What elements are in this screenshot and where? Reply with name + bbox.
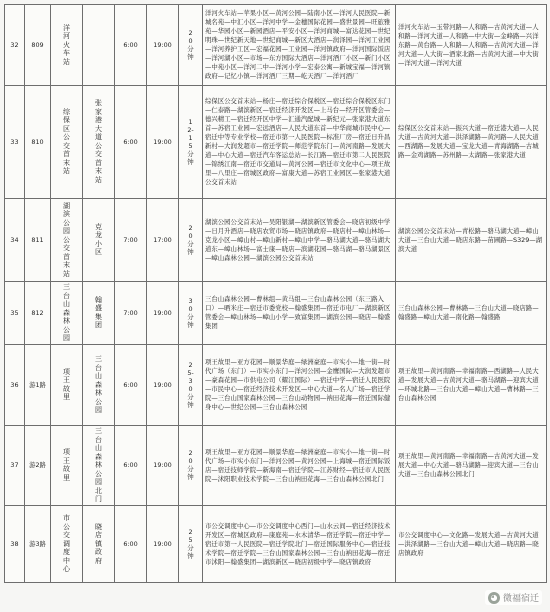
route-number-cell: 810: [25, 86, 51, 199]
route-number-cell: 809: [25, 5, 51, 86]
roads-cell: 项王故里—黄河南路—幸福南路—古黄河大道—发展大道—中心大道—骆马湖路—迎宾大道—三台山大道—三台山森林公园北门: [396, 426, 547, 506]
end-station-cell: [83, 86, 115, 199]
interval-text: 30分钟: [187, 296, 194, 329]
route-number-cell: 游3路: [25, 506, 51, 583]
start-station-text: 市公交调度中心: [63, 514, 70, 573]
roads-cell: 项王故里—黄河南路—幸福南路—西湖路—人民大道—发展大道—古黄河大道—骆马湖路—迎宾大道—环城北路—三台山大道—嶂山大道—曹林路—三台山森林公园: [396, 345, 547, 426]
start-station-cell: [51, 426, 83, 506]
first-bus-cell: 7:00: [115, 282, 147, 345]
start-station-text: 湖滨公园公交首末站: [63, 201, 70, 278]
table-row: [5, 199, 547, 282]
end-station-cell: [83, 506, 115, 583]
interval-cell: [179, 426, 203, 506]
route-table-body: [5, 5, 547, 583]
start-station-text: 三台山森林公园: [63, 283, 70, 342]
watermark-text: 微福宿迁: [502, 594, 539, 604]
end-station-cell: [83, 5, 115, 86]
roads-cell: 市公交调度中心—文化路—发展大道—古黄河大道—洪泽湖路—三台山大道—嶂山大道—晓店路—晓店镇政府: [396, 506, 547, 583]
table-row: [5, 426, 547, 506]
interval-text: 25-30分钟: [187, 360, 194, 409]
first-bus-cell: 6:00: [115, 345, 147, 426]
first-bus-cell: 6:00: [115, 86, 147, 199]
end-station-text: 克龙小区: [95, 222, 102, 257]
table-row: [5, 5, 547, 86]
first-bus-cell: 6:00: [115, 426, 147, 506]
row-index-cell: 37: [5, 426, 25, 506]
table-row: [5, 345, 547, 426]
route-number-cell: 812: [25, 282, 51, 345]
interval-text: 25分钟: [187, 527, 194, 560]
end-station-cell: [83, 426, 115, 506]
interval-cell: [179, 345, 203, 426]
row-index-cell: 33: [5, 86, 25, 199]
roads-cell: 洋河火车站—玉带河路—人和路—古黄河大道—人和路—洋河大道—人和路—中大街—金峰路—兴洋东路—黄台路—人和路—人和路—古黄河大道—洋河大道—人大街—酒家北路—古黄河大道—中大街—洋河大道—洋河大道: [396, 5, 547, 86]
interval-cell: [179, 5, 203, 86]
stops-cell: 洋河火车站—苹果小区—黄河公园—陆南小区—洋河人民医院—新城名苑—中汇小区—洋河中学—金穗国际花园—盛世景园—旺旅雅苑—华园小区—新园酒店—平安小区—洋河商城—富达花园—世纪明珠—世纪新天地—世纪商城—新区大酒店—润泽园—洋河工业园—洋河养护工区—宏福花园—工业园—洋河镇政府—洋河国际饭店—洋河湖小区—市场—东方国际大酒店—洋河酒厂小区—新门小区—中苑小区—洋河二中—洋河小学—宏泰公寓—新城宝福—洋河镇政府—记忆小镇—洋河酒厂三期—屹天酒厂—洋河酒厂: [203, 5, 396, 86]
row-index-cell: 34: [5, 199, 25, 282]
row-index-cell: 32: [5, 5, 25, 86]
first-bus-cell: 7:00: [115, 199, 147, 282]
end-station-text: 三台山森林公园: [95, 355, 102, 414]
start-station-cell: [51, 282, 83, 345]
interval-cell: [179, 199, 203, 282]
start-station-cell: [51, 5, 83, 86]
start-station-text: 项王故里: [63, 448, 70, 482]
last-bus-cell: 19:00: [147, 86, 179, 199]
start-station-text: 洋河火车站: [63, 23, 70, 66]
stops-cell: 湖滨公园公交首末站—吴阳银湖—湖滨新区管委会—晓店初级中学—日月升酒店—晓店农贸市场—晓店镇政府—晓店村—嶂山林场—克龙小区—嶂山村—嶂山新村—嶂山中学—骆马湖大道—骆马湖大道东—嶂山林场—富士康—晓店—滨湖花园—骆马湖—骆马湖景区—嶂山森林公园—湖滨公园公交首末站: [203, 199, 396, 282]
interval-text: 20分钟: [187, 449, 194, 481]
stops-cell: 综保区公交首末站—杨庄—宿迁综合保税区—宿迁综合保税区东门—仁泰路—湖滨新区—宿迁经济开发区—上马台—经开区管委会—德兴精工—宿迁经开区中学—汇通汽配城—新纪元—张家港大道东首—苏宿工业园—宏远酒店—人民大道东首—中华商城市民中心—宿迁中等专业学校—宿迁市第一人民医院—标准厂房—宿迁日升昌新村—大润发超市—宿迁学院—师范学院东门—黄河南路—发展大道—中心大道—宿迁汽车客运总站—长江路—宿迁市第二人民医院—锦绣江南—宿迁市交通局—黄河公园—宿迁市文化中心—项王故里—八里庄—宿城区政府—富康大道—苏宿工业园区—张家港大道公交首末站: [203, 86, 396, 199]
start-station-cell: [51, 506, 83, 583]
route-number-cell: 游1路: [25, 345, 51, 426]
row-index-cell: 35: [5, 282, 25, 345]
start-station-cell: [51, 345, 83, 426]
row-index-cell: 38: [5, 506, 25, 583]
end-station-text: 张家港大道公交首末站: [95, 99, 102, 184]
table-row: [5, 506, 547, 583]
end-station-cell: [83, 345, 115, 426]
row-index-cell: 36: [5, 345, 25, 426]
end-station-cell: [83, 199, 115, 282]
table-row: [5, 282, 547, 345]
interval-text: 20分钟: [187, 28, 194, 61]
start-station-cell: [51, 86, 83, 199]
roads-cell: 湖滨公园公交首末站—青松路—骆马湖大道—嶂山大道—三台山大道—晓店东路—苗圃路—S329—湖滨大道: [396, 199, 547, 282]
wechat-icon: ◕: [488, 592, 500, 604]
last-bus-cell: 19:00: [147, 506, 179, 583]
end-station-text: 晓店镇政府: [95, 522, 102, 565]
interval-text: 20分钟: [187, 223, 194, 256]
interval-cell: [179, 282, 203, 345]
end-station-text: 翰盛集团: [95, 295, 102, 330]
stops-cell: 市公交调度中心—市公交调度中心西门—山水云间—宿迁经济技术开发区—宿城区政府—康庭苑—水木清华—宿迁学院—宿迁中学—宿迁市第一人民医院—宿迁学院北门—宿迁国际服务中心—宿迁技术学院—宿迁学院—三台山国家森林公园—三台山衲田花海—宿迁市沭阳—翰盛集团—湖滨新区—晓店初级中学—晓店镇政府: [203, 506, 396, 583]
start-station-text: 项王故里: [63, 367, 70, 402]
roads-cell: 三台山森林公园—曹林路—三台山大道—晓店路—翰盛路—嶂山大道—南化路—翰盛路: [396, 282, 547, 345]
table-row: [5, 86, 547, 199]
first-bus-cell: 6:00: [115, 5, 147, 86]
stops-cell: 三台山森林公园—曹林组—黄马组—三台山森林公园（东三路入口）—晒米庄—宿迁市委党校—翰盛集团—宿迁市电厂—湖滨新区管委会—嶂山林场—嶂山小学—致富集团—湖滨公园—晓店—翰盛集团: [203, 282, 396, 345]
interval-text: 12-15分钟: [187, 117, 194, 166]
bus-route-table: [4, 4, 547, 583]
start-station-text: 综保区公交首末站: [63, 107, 70, 176]
route-number-cell: 811: [25, 199, 51, 282]
end-station-text: 三台山森林公园北门: [95, 427, 102, 503]
last-bus-cell: 19:00: [147, 5, 179, 86]
stops-cell: 项王故里—亚方花园—顺景华庭—绿洲豪庭—市实小—地一街—时代广场（东门）—市实小东门—洋河公园—金鹰国际—大润发超市—豪森花园—市供电公司（耀江国际）—宿迁中学—宿迁人民医院—市民中心—宿迁经济技术开发区—中心大道—名人广场—宿迁学院—三台山国家森林公园—三台山动物园—衲田花海—宿迁国际健身中心—世纪公园—三台山森林公园: [203, 345, 396, 426]
route-number-cell: 游2路: [25, 426, 51, 506]
last-bus-cell: 19:00: [147, 345, 179, 426]
stops-cell: 项王故里—亚方花园—顺景华庭—绿洲豪庭—市实小—地一街—时代广场—市实小东门—洋河公园—黄河公园—上海城—宿迁国际饭店—宿迁技师学院—新海南—宿迁学院—江苏财经—宿迁市人民医院—沭阳职业技术学院—三台山衲田花海—三台山森林公园北门: [203, 426, 396, 506]
watermark: [485, 590, 542, 605]
end-station-cell: [83, 282, 115, 345]
interval-cell: [179, 86, 203, 199]
last-bus-cell: 19:00: [147, 426, 179, 506]
last-bus-cell: 17:00: [147, 199, 179, 282]
interval-cell: [179, 506, 203, 583]
roads-cell: 综保区公交首末站—振兴大道—宿迁港大道—人民大道—古黄河大道—洪泽湖路—黄河路—人民大道—西湖路—发展大道—宝龙大道—青海湖路—古城路—金鸡湖路—苏州路—太湖路—张家港大道: [396, 86, 547, 199]
start-station-cell: [51, 199, 83, 282]
last-bus-cell: 19:00: [147, 282, 179, 345]
first-bus-cell: 6:00: [115, 506, 147, 583]
